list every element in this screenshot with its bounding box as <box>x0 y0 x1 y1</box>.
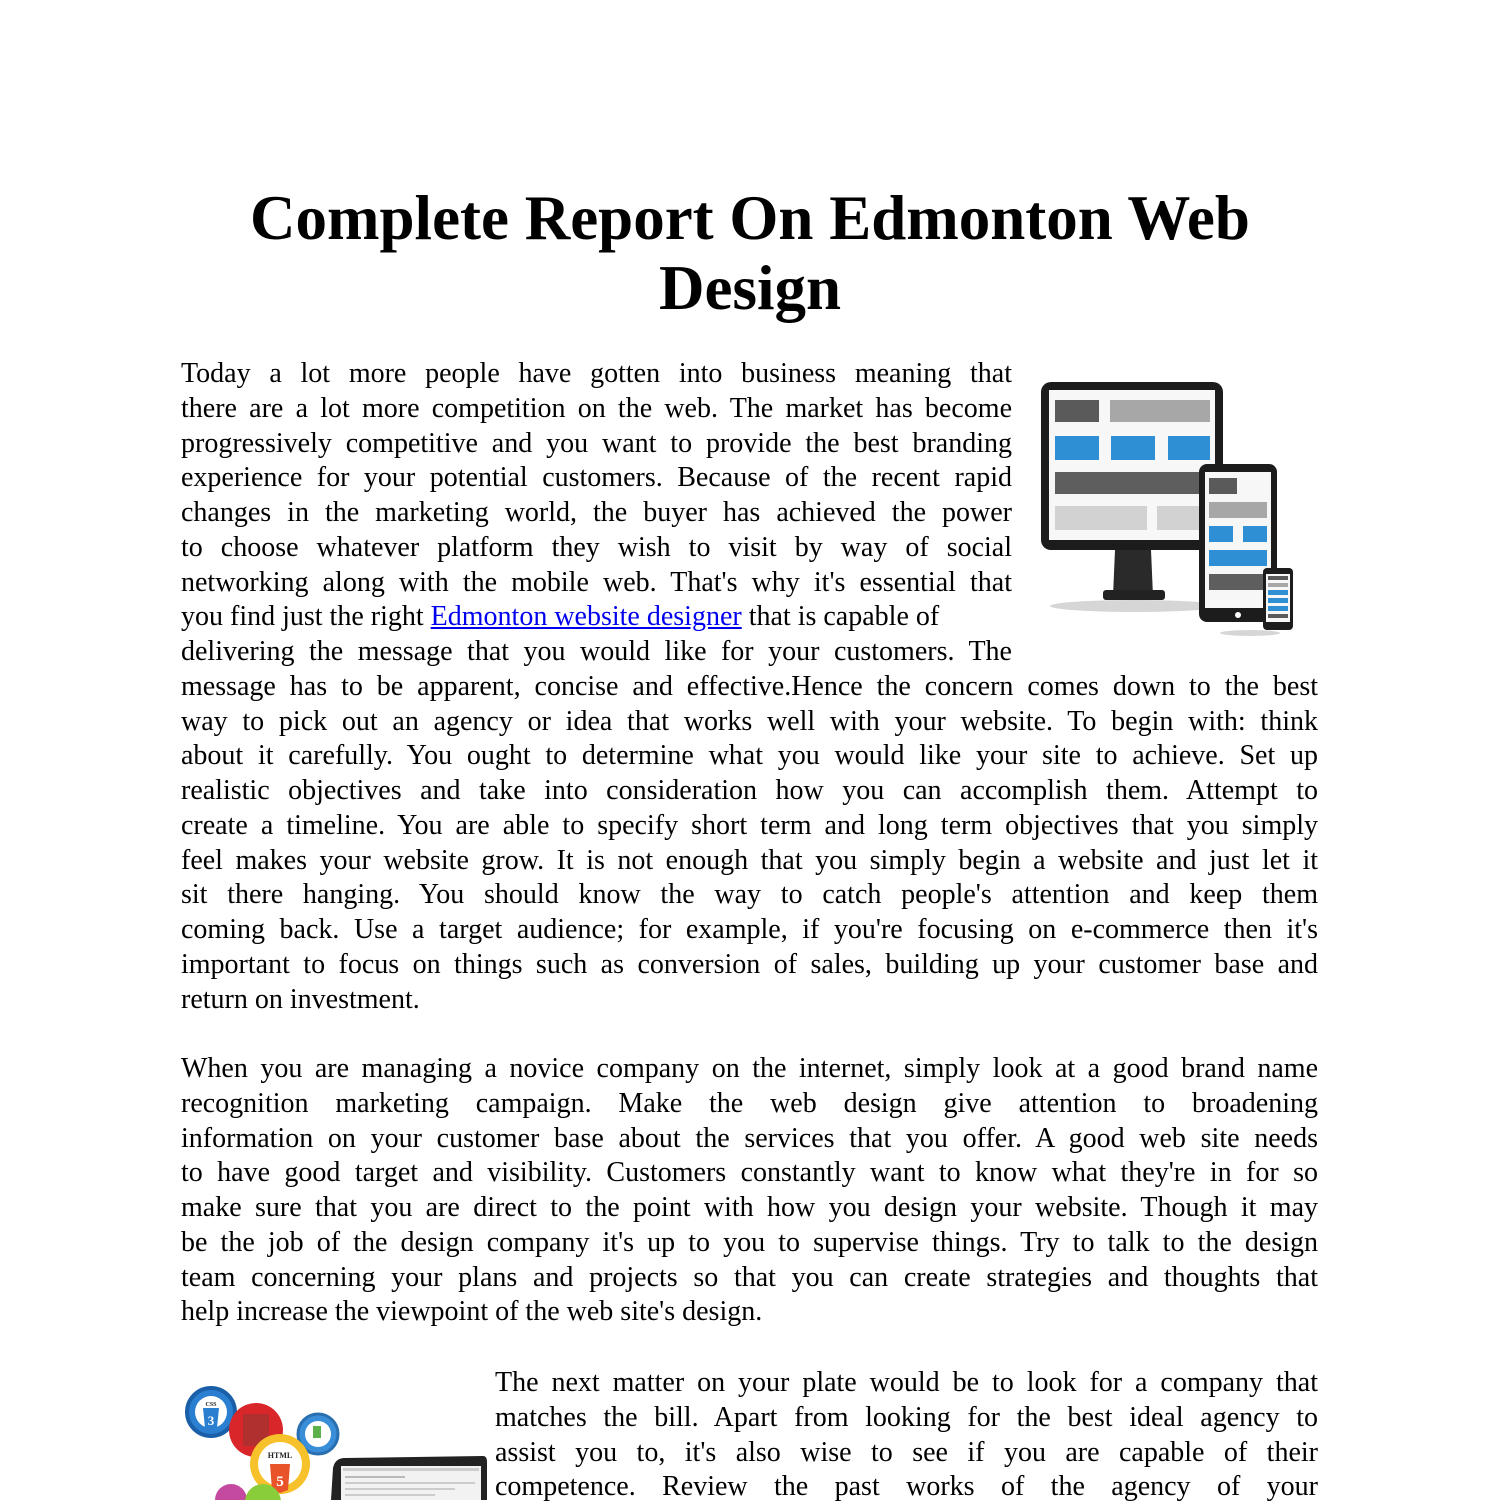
text-line: changes in the marketing world, the buyer has achieved the power <box>181 497 1012 528</box>
paragraph-3 <box>495 1366 1318 1505</box>
text-line: help increase the viewpoint of the web site's design. <box>181 1296 763 1328</box>
responsive-devices-illustration <box>1035 378 1297 650</box>
text-line: coming back. Use a target audience; for example, if you're focusing on e-commerce then it's <box>181 914 1318 945</box>
paragraph-2 <box>181 1052 1318 1330</box>
text-line: make sure that you are direct to the point with how you design your website. Though it may <box>181 1192 1318 1223</box>
text-line: to choose whatever platform they wish to visit by way of social <box>181 531 1012 563</box>
text-line: important to focus on things such as conversion of sales, building up your customer base and <box>181 948 1318 980</box>
web-technologies-illustration <box>183 1372 488 1500</box>
text-line: networking along with the mobile web. That's why it's essential that <box>181 566 1012 598</box>
text-line: assist you to, it's also wise to see if you are capable of their <box>495 1436 1318 1468</box>
text-line: return on investment. <box>181 983 420 1015</box>
text-line: create a timeline. You are able to specify short term and long term objectives that you simply <box>181 809 1318 841</box>
css-number: 3 <box>207 1413 215 1428</box>
text-line: delivering the message that you would like for your customers. The <box>181 636 1012 667</box>
text-line: Today a lot more people have gotten into business meaning that <box>181 358 1012 389</box>
text-line: about it carefully. You ought to determine what you would like your site to achieve. Set up <box>181 740 1318 772</box>
text-line: experience for your potential customers. Because of the recent rapid <box>181 462 1012 494</box>
html-number: 5 <box>276 1474 284 1490</box>
text-line: there are a lot more competition on the web. The market has become <box>181 392 1012 424</box>
text-line: to have good target and visibility. Customers constantly want to know what they're in for so <box>181 1157 1318 1189</box>
title-line-2: Design <box>658 253 842 323</box>
text-line-with-link <box>181 600 1012 635</box>
text-line: realistic objectives and take into consideration how you can accomplish them. Attempt to <box>181 775 1318 806</box>
text-line: progressively competitive and you want to provide the best branding <box>181 427 1012 459</box>
text-line: information on your customer base about the services that you offer. A good web site needs <box>181 1122 1318 1154</box>
edmonton-website-designer-link[interactable]: Edmonton website designer <box>430 601 742 633</box>
text-line: When you are managing a novice company on the internet, simply look at a good brand name <box>181 1053 1318 1084</box>
text-line: be the job of the design company it's up to you to supervise things. Try to talk to the design <box>181 1226 1318 1258</box>
text-line: matches the bill. Apart from looking for the best ideal agency to <box>495 1401 1318 1433</box>
html-label: HTML <box>267 1451 293 1460</box>
text-line: feel makes your website grow. It is not enough that you simply begin a website and just let it <box>181 844 1318 876</box>
text-line: team concerning your plans and projects so that you can create strategies and thoughts that <box>181 1261 1318 1293</box>
devices-icon <box>1035 378 1297 650</box>
text-line: competence. Review the past works of the agency of your <box>495 1471 1318 1503</box>
document-title <box>0 183 1500 323</box>
text-segment: that is capable of <box>741 601 940 633</box>
text-line: The next matter on your plate would be to look for a company that <box>495 1367 1318 1398</box>
text-line: message has to be apparent, concise and effective.Hence the concern comes down to the best <box>181 670 1318 702</box>
text-line: sit there hanging. You should know the way to catch people's attention and keep them <box>181 879 1318 911</box>
css-label: CSS <box>205 1402 217 1408</box>
web-tech-badges-icon <box>183 1372 488 1500</box>
text-line: way to pick out an agency or idea that works well with your website. To begin with: think <box>181 705 1318 737</box>
title-line-1: Complete Report On Edmonton Web <box>250 183 1250 253</box>
text-segment: you find just the right <box>181 601 431 633</box>
text-line: recognition marketing campaign. Make the web design give attention to broadening <box>181 1087 1318 1119</box>
